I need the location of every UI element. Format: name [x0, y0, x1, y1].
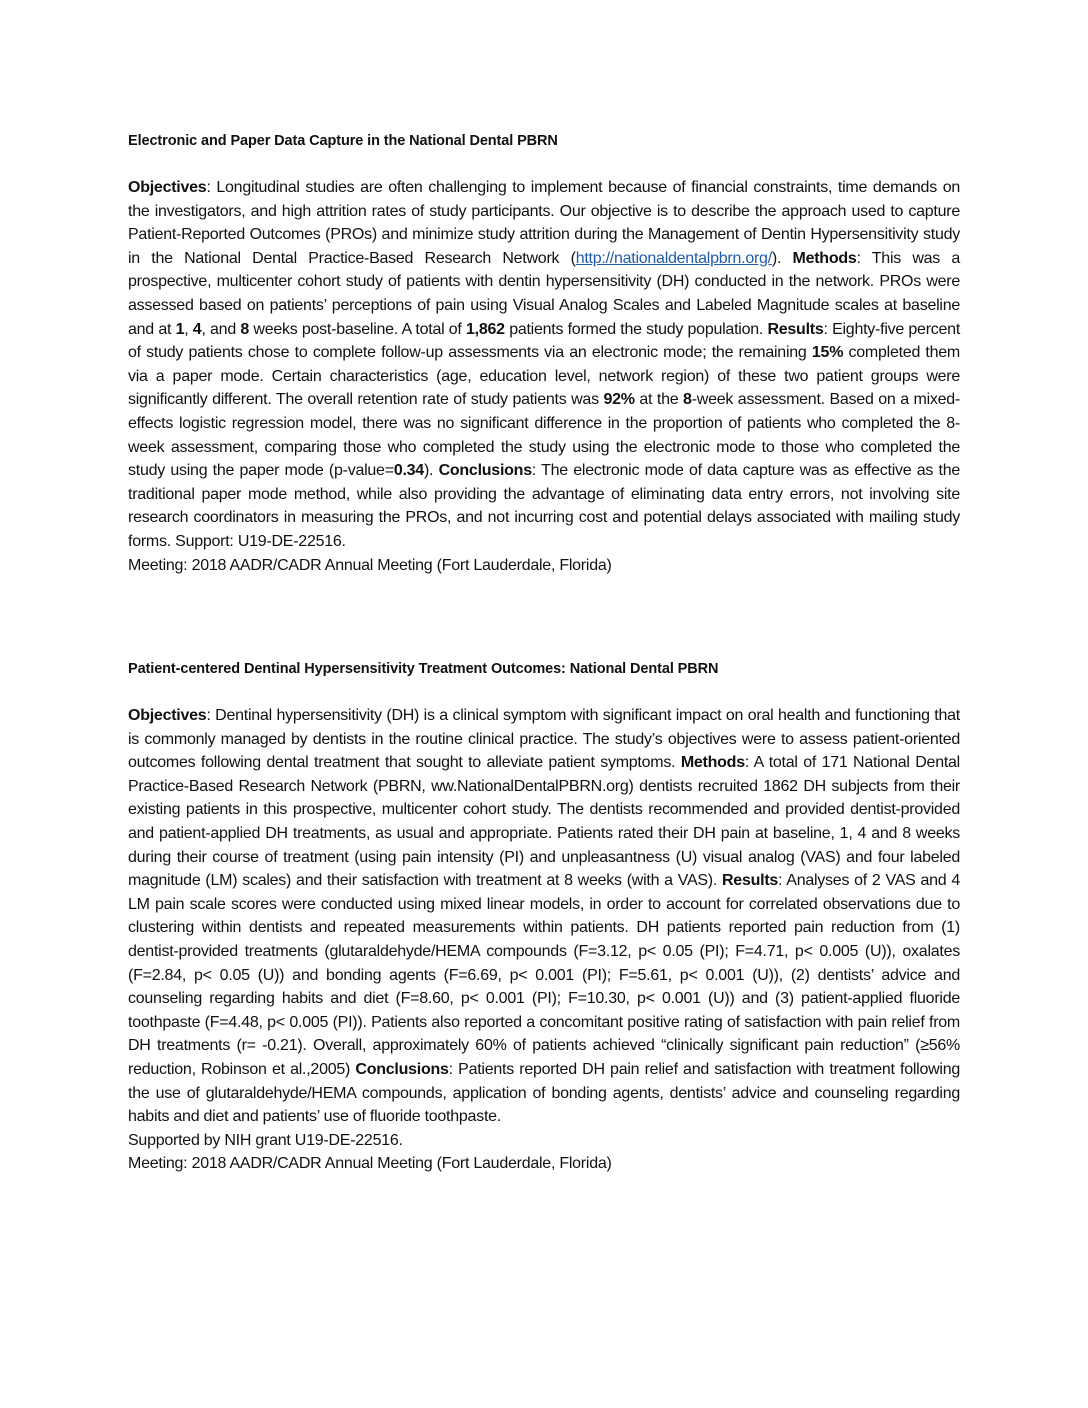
abstract-1-body [128, 176, 960, 554]
results-text-2: completed them via a paper mode. Certain characteristics (age, education level, network region) of these two patient groups were significantly different. The overall retention rate of study patients was [128, 344, 961, 409]
objectives-text-end: ). [771, 249, 793, 267]
results-label: Results [767, 320, 824, 338]
results-text: : Eighty-five percent of study patients chose to complete follow-up assessments via an electronic mode; the remaining [128, 320, 961, 362]
pbrn-website-link[interactable]: http://nationaldentalpbrn.org/ [575, 249, 772, 267]
methods-sep-1: , [184, 320, 193, 338]
results-text-5: ). [423, 462, 439, 480]
methods-text-2: weeks post-baseline. A total of [249, 320, 467, 338]
abstract-2-support: Supported by NIH grant U19-DE-22516. [128, 1131, 403, 1149]
conclusions-text: : Patients reported DH pain relief and satisfaction with treatment following the use of glutaraldehyde/HEMA compounds, application of bonding agents, dentists’ advice and counseling regarding habits and diet and patients’ use of fluoride toothpaste. [128, 1060, 961, 1126]
objectives-label: Objectives [128, 707, 207, 724]
objectives-text: : Dentinal hypersensitivity (DH) is a clinical symptom with significant impact on oral health and functioning that is commonly managed by dentists in the routine clinical practice. The study’s objectives were to assess patient-oriented outcomes following dental treatment that sought to alleviate patient symptoms. [128, 707, 960, 772]
results-text-4: -week assessment. Based on a mixed-effects logistic regression model, there was no significant difference in the proportion of patients who completed the 8-week assessment, comparing those who completed the study using the electronic mode to those who completed the study using the paper mode (p-value= [128, 391, 961, 480]
results-8-week: 8 [683, 391, 692, 409]
abstract-2-body [128, 704, 960, 1129]
methods-total: 1,862 [466, 320, 505, 338]
objectives-label: Objectives [128, 179, 207, 196]
methods-label: Methods [792, 249, 857, 267]
methods-text-3: patients formed the study population. [504, 320, 768, 338]
objectives-text: : Longitudinal studies are often challenging to implement because of financial constraints, time demands on the investigators, and high attrition rates of study participants. Our objective is to describe the approach used to capture Patient-Reported Outcomes (PROs) and minimize study attrition during the Management of Dentin Hypersensitivity study in the National Dental Practice-Based Research Network ( [128, 179, 960, 267]
abstract-2-title: Patient-centered Dentinal Hypersensitivity Treatment Outcomes: National Dental PBRN [128, 661, 719, 677]
conclusions-label: Conclusions [355, 1060, 449, 1078]
methods-label: Methods [680, 754, 745, 772]
methods-week-8: 8 [240, 320, 250, 338]
abstract-2-meeting: Meeting: 2018 AADR/CADR Annual Meeting (Fort Lauderdale, Florida) [128, 1155, 612, 1173]
results-p-value: 0.34 [393, 462, 424, 480]
results-15-percent: 15% [811, 344, 844, 362]
conclusions-text: : The electronic mode of data capture was as effective as the traditional paper mode method, while also providing the advantage of eliminating data entry errors, not involving site research coordinators in measuring the PROs, and not incurring cost and potential delays associated with mailing study forms. Support: U19-DE-22516. [128, 462, 961, 550]
abstract-electronic-paper-data-capture [128, 131, 960, 577]
methods-week-4: 4 [192, 320, 202, 338]
methods-week-1: 1 [175, 320, 185, 338]
abstract-1-title: Electronic and Paper Data Capture in the National Dental PBRN [128, 133, 558, 149]
abstract-dentinal-hypersensitivity-outcomes [128, 659, 960, 1176]
results-label: Results [722, 872, 779, 890]
methods-text: : This was a prospective, multicenter cohort study of patients with dentin hypersensitivity (DH) conducted in the network. PROs were assessed based on patients’ perceptions of pain using Visual Analog Scales and Labeled Magnitude scales at baseline and at [128, 249, 961, 338]
results-text-3: at the [634, 391, 684, 409]
results-92-percent: 92% [603, 391, 635, 409]
results-text: : Analyses of 2 VAS and 4 LM pain scale scores were conducted using mixed linear models, in order to account for correlated observations due to clustering within dentists and repeated measurements within patients. DH patients reported pain reduction from (1) dentist-provided treatments (glutaraldehyde/HEMA compounds (F=3.12, p< 0.05 (PI); F=4.71, p< 0.005 (U)), oxalates (F=2.84, p< 0.05 (U)) and bonding agents (F=6.69, p< 0.001 (PI); F=5.61, p< 0.001 (U)), (2) dentists’ advice and counseling regarding habits and diet (F=8.60, p< 0.001 (PI); F=10.30, p< 0.001 (U)) and (3) patient-applied fluoride toothpaste (F=4.48, p< 0.005 (PI)). Patients also reported a concomitant positive rating of satisfaction with pain relief from DH treatments (r= -0.21). Overall, approximately 60% of patients achieved “clinically significant pain reduction” (≥56% reduction, Robinson et al.,2005) [128, 872, 960, 1078]
abstract-1-meeting: Meeting: 2018 AADR/CADR Annual Meeting (Fort Lauderdale, Florida) [128, 556, 612, 574]
methods-sep-2: , and [201, 320, 241, 338]
methods-text: : A total of 171 National Dental Practice-Based Research Network (PBRN, ww.NationalDentalPBRN.org) dentists recruited 1862 DH subjects from their existing patients in this prospective, multicenter cohort study. The dentists recommended and provided dentist-provided and patient-applied DH treatments, as usual and appropriate. Patients rated their DH pain at baseline, 1, 4 and 8 weeks during their course of treatment (using pain intensity (PI) and unpleasantness (U) visual analog (VAS) and four labeled magnitude (LM) scales) and their satisfaction with treatment at 8 weeks (with a VAS). [128, 754, 960, 890]
conclusions-label: Conclusions [438, 462, 532, 480]
